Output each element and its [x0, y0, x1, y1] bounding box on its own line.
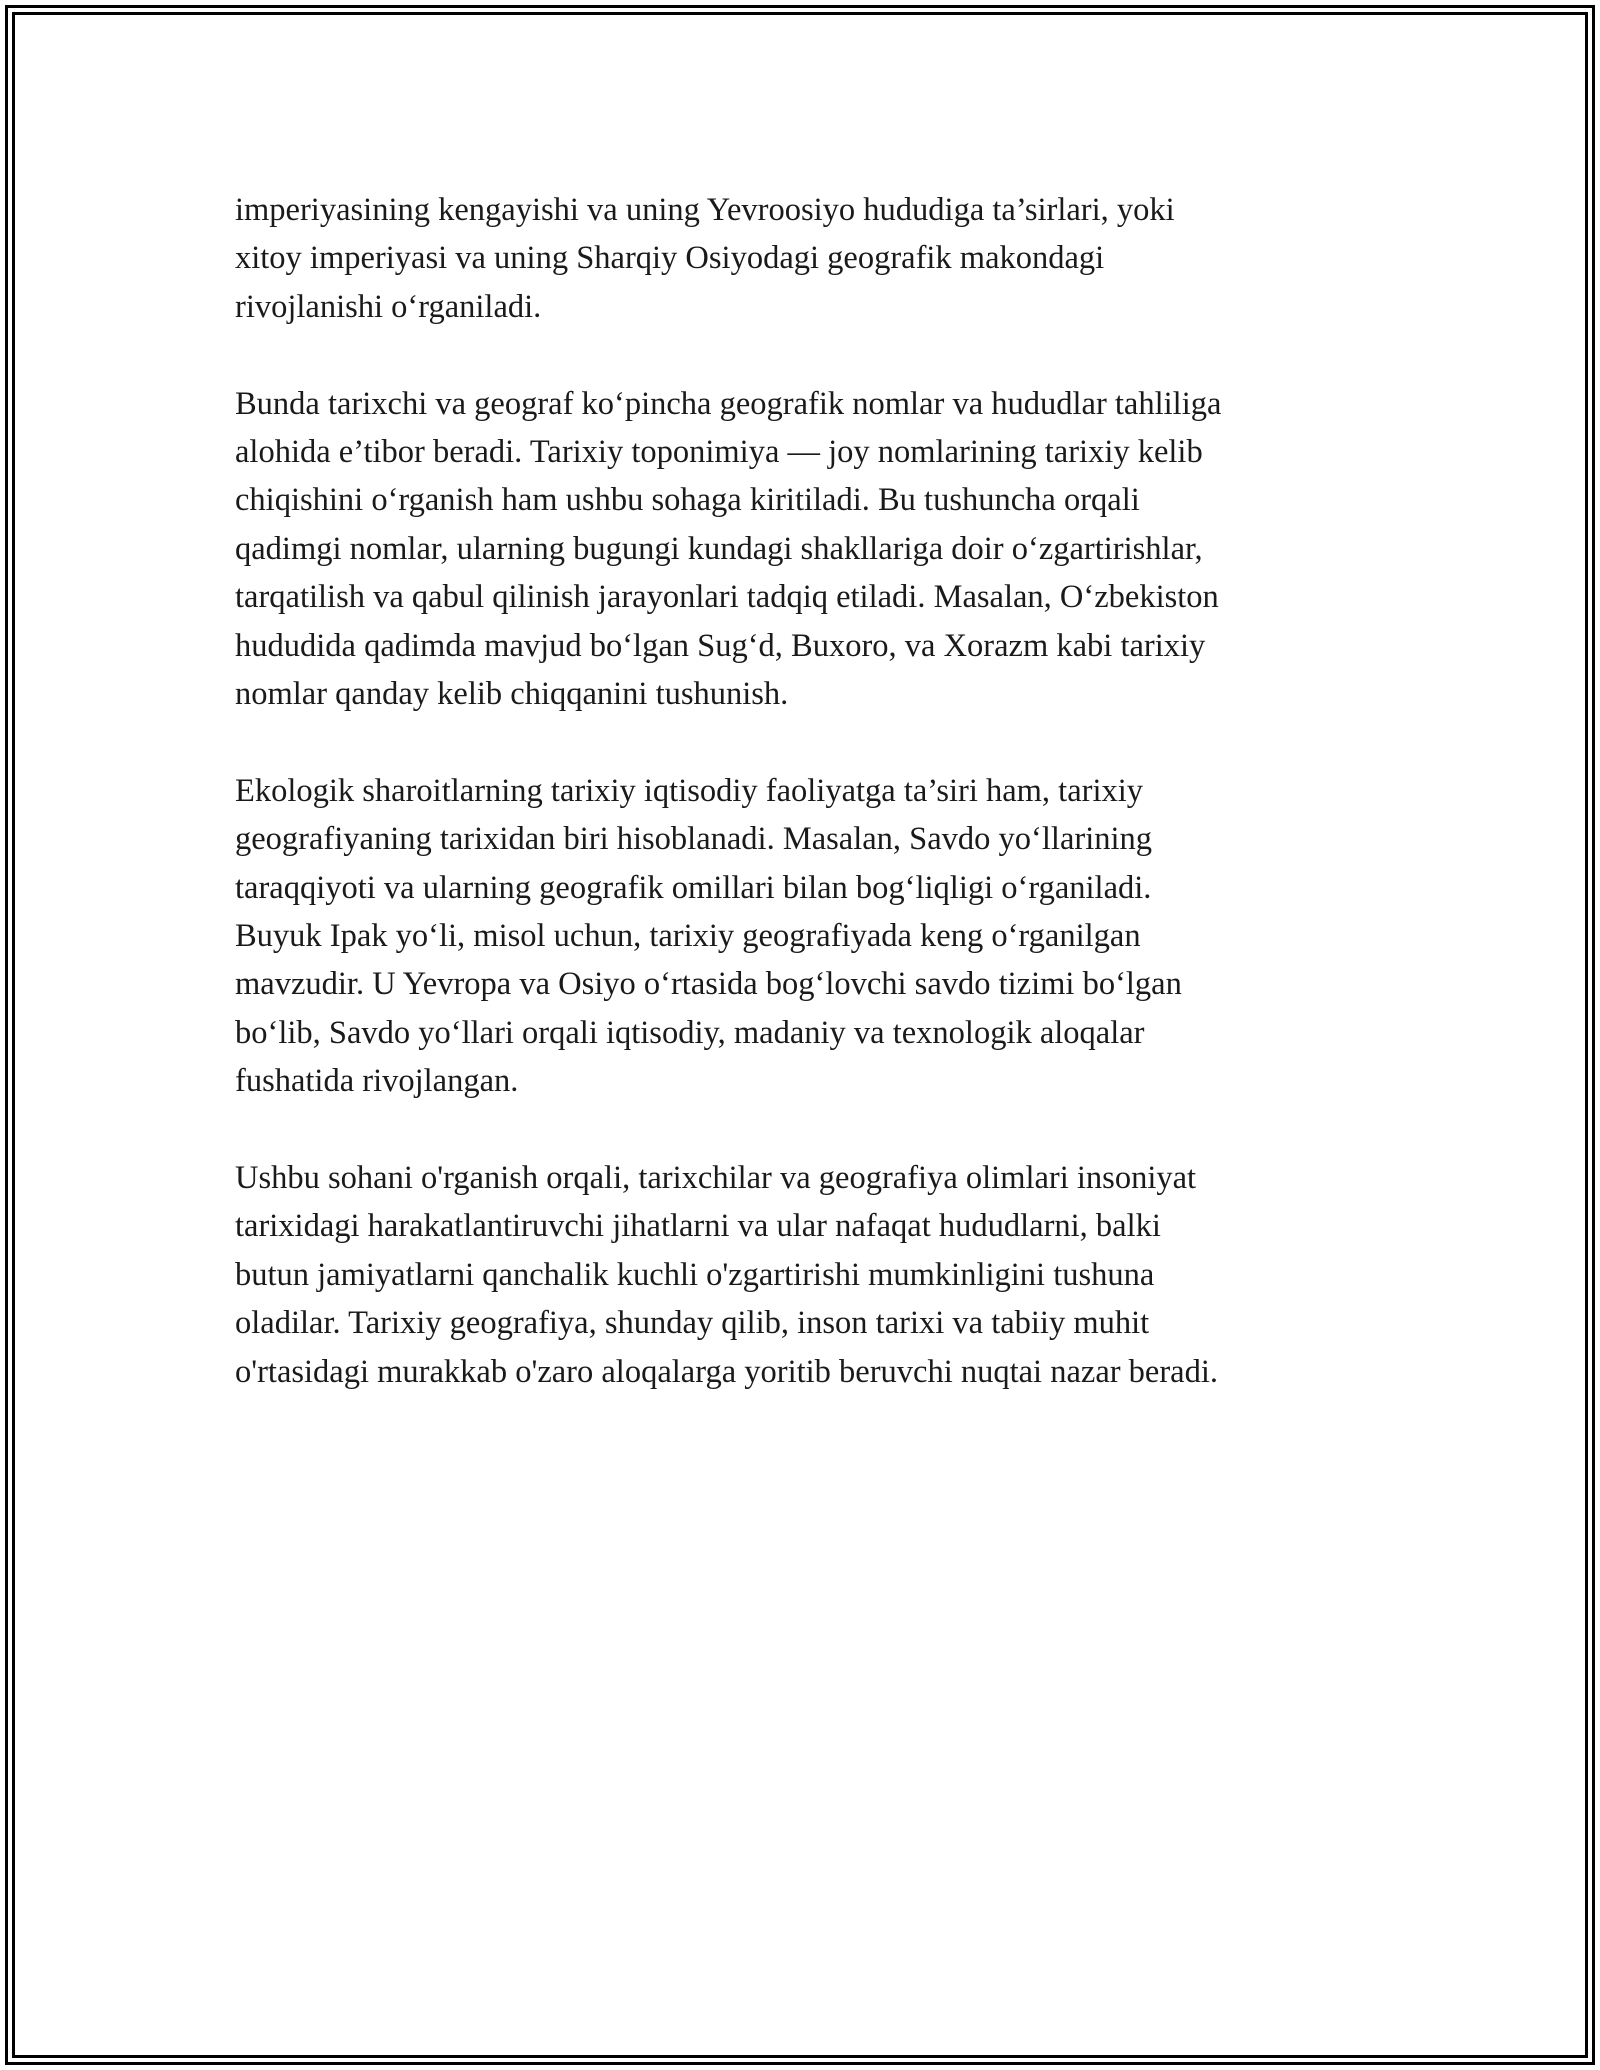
- paragraph-line: Bunda tarixchi va geograf ko‘pincha geografik nomlar va hududlar tahliliga: [235, 385, 1222, 422]
- paragraph-line: bo‘lib, Savdo yo‘llari orqali iqtisodiy, madaniy va texnologik aloqalar: [235, 1014, 1145, 1051]
- paragraph-line: Ekologik sharoitlarning tarixiy iqtisodiy faoliyatga ta’siri ham, tarixiy: [235, 772, 1144, 809]
- paragraph-line: mavzudir. U Yevropa va Osiyo o‘rtasida bog‘lovchi savdo tizimi bo‘lgan: [235, 966, 1182, 1003]
- paragraph-line: hududida qadimda mavjud bo‘lgan Sug‘d, Buxoro, va Xorazm kabi tarixiy: [235, 627, 1206, 664]
- paragraph-line: xitoy imperiyasi va uning Sharqiy Osiyodagi geografik makondagi: [235, 240, 1105, 277]
- paragraph-line: tarixidagi harakatlantiruvchi jihatlarni va ular nafaqat hududlarni, balki: [235, 1208, 1161, 1245]
- paragraph-line: o'rtasidagi murakkab o'zaro aloqalarga yoritib beruvchi nuqtai nazar beradi.: [235, 1353, 1219, 1390]
- paragraph-line: Ushbu sohani o'rganish orqali, tarixchilar va geografiya olimlari insoniyat: [235, 1160, 1197, 1197]
- paragraph-2: [235, 380, 1395, 719]
- paragraph-line: qadimgi nomlar, ularning bugungi kundagi shakllariga doir o‘zgartirishlar,: [235, 530, 1203, 567]
- paragraph-line: chiqishini o‘rganish ham ushbu sohaga kiritiladi. Bu tushuncha orqali: [235, 482, 1140, 519]
- paragraph-1: [235, 186, 1395, 331]
- paragraph-line: taraqqiyoti va ularning geografik omillari bilan bog‘liqligi o‘rganiladi.: [235, 869, 1152, 906]
- paragraph-line: nomlar qanday kelib chiqqanini tushunish.: [235, 676, 789, 713]
- paragraph-line: oladilar. Tarixiy geografiya, shunday qilib, inson tarixi va tabiiy muhit: [235, 1305, 1150, 1342]
- paragraph-line: alohida e’tibor beradi. Tarixiy toponimiya — joy nomlarining tarixiy kelib: [235, 434, 1203, 471]
- paragraph-line: fushatida rivojlangan.: [235, 1063, 519, 1100]
- paragraph-3: [235, 767, 1395, 1106]
- paragraph-4: [235, 1154, 1395, 1396]
- paragraph-line: Buyuk Ipak yo‘li, misol uchun, tarixiy geografiyada keng o‘rganilgan: [235, 918, 1141, 955]
- paragraph-line: rivojlanishi o‘rganiladi.: [235, 288, 542, 325]
- paragraph-line: butun jamiyatlarni qanchalik kuchli o'zgartirishi mumkinligini tushuna: [235, 1256, 1155, 1293]
- paragraph-line: geografiyaning tarixidan biri hisoblanadi. Masalan, Savdo yo‘llarining: [235, 821, 1152, 858]
- paragraph-line: imperiyasining kengayishi va uning Yevroosiyo hududiga ta’sirlari, yoki: [235, 192, 1175, 228]
- paragraph-line: tarqatilish va qabul qilinish jarayonlari tadqiq etiladi. Masalan, O‘zbekiston: [235, 579, 1219, 616]
- document-body: [235, 186, 1395, 1445]
